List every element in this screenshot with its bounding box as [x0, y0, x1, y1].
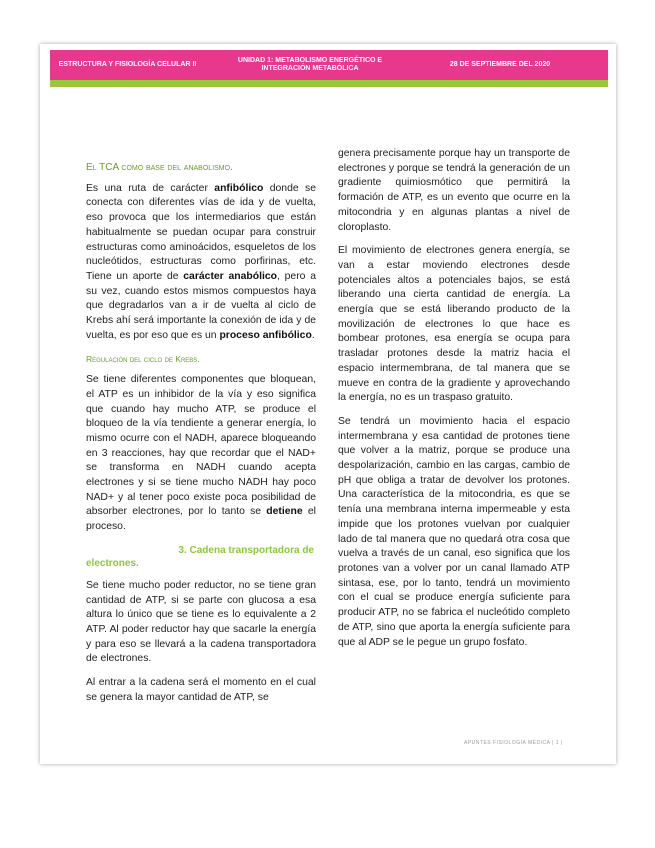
section-heading-electron-chain	[86, 544, 316, 570]
page-footer: APUNTES FISIOLOGÍA MÉDICA | 1 |	[464, 740, 563, 746]
bold-term: carácter anabólico	[183, 270, 277, 282]
bold-term: anfibólico	[214, 182, 264, 194]
left-column	[86, 161, 316, 715]
section-heading-tca: El TCA como base del anabolismo.	[86, 162, 233, 173]
bold-term: proceso anfibólico	[219, 329, 312, 341]
page-header	[50, 50, 608, 87]
paragraph-electron-movement: El movimiento de electrones genera energía, se van a estar moviendo electrones desde potenciales altos a potenciales bajos, se está liberando una cierta cantidad de energía. La energía que se está liberando producto de la movilización de electrones lo que hace es bombear protones, esa energía se ocupa para trasladar protones desde la matriz hacia el espacio intermembrana, de tal manera que se mueve en contra de la gradiente y aprovechando la energía, no es un traspaso gratuito.	[338, 245, 570, 404]
text: , pero a su vez, cuando estos mismos compuestos haya que degradarlos van a ir de vuelta al ciclo de Krebs ahí será importante la conexión de ida y de vuelta, es por eso que es un	[86, 270, 317, 341]
header-accent-bar	[50, 80, 608, 87]
paragraph-chain-entry: Al entrar a la cadena será el momento en el cual se genera la mayor cantidad de ATP, se	[86, 677, 316, 703]
header-course: ESTRUCTURA Y FISIOLOGÍA CELULAR II	[58, 60, 197, 68]
paragraph-regulation	[86, 373, 316, 535]
bold-term: detiene	[266, 506, 303, 518]
right-column	[338, 147, 570, 659]
header-date: 28 DE SEPTIEMBRE DEL 2020	[449, 60, 551, 68]
heading-continuation: electrones.	[86, 557, 139, 569]
text: Se tiene diferentes componentes que bloquean, el ATP es un inhibidor de la vía y eso significa que cuando hay mucho ATP, se produce el bloqueo de la vía tendiente a generar energía, lo mismo ocurre con el NADH, aparece bloqueando en 3 reacciones, hay que recordar que el NAD+ se transforma en NADH cuando acepta electrones y si se tiene mucho NADH hay poco NAD+ y al tener poco existe poca posibilidad de absorber electrones, por lo tanto se	[86, 374, 316, 518]
paragraph-reducing-power: Se tiene mucho poder reductor, no se tiene gran cantidad de ATP, si se parte con glucosa a esa altura lo único que se tiene es lo equivalente a 2 ATP. Al poder reductor hay que sacarle la energía y para eso se llevará a la cadena transportadora de electrones.	[86, 579, 316, 665]
text: donde se conecta con diferentes vías de ida y de vuelta, eso provoca que los intermediarios que están habitualmente se puedan ocupar para construir estructuras como aminoácidos, esqueletos de los nucleótidos, estructuras como porfirinas, etc. Tiene un aporte de	[86, 182, 316, 282]
heading-number-line: 3. Cadena transportadora de	[178, 544, 314, 556]
paragraph-atp-synthase: Se tendrá un movimiento hacia el espacio intermembrana y esa cantidad de protones tiene que volver a la matriz, porque se produce una despolarización, cambio en las cargas, cambio de pH que obliga a tratar de devolver los protones. Una característica de la mitocondria, es que se tenía una membrana interna impermeable y esta impide que los protones vuelvan por cualquier lado de tal manera que no quedará otra cosa que vuelva a través de un canal, eso significa que los protones van a volver por un canal llamado ATP sintasa, ese, por lo tanto, tendrá un movimiento con el cual se produce energía suficiente para producir ATP, no se fabrica el nucleótido completo de ATP, sino que aporta la energía suficiente para que al ADP se le pegue un grupo fosfato.	[338, 415, 570, 648]
header-unit: UNIDAD 1: METABOLISMO ENERGÉTICO E INTEGRACIÓN METABÓLICA	[237, 56, 383, 72]
text: .	[311, 329, 315, 341]
header-bar	[50, 50, 608, 80]
text: el proceso.	[86, 506, 316, 533]
section-heading-regulation: Regulación del ciclo de Krebs.	[86, 354, 200, 365]
paragraph-gradient: genera precisamente porque hay un transporte de electrones y porque se tendrá la generación de un gradiente quimiosmótico que permitirá la formación de ATP, es un evento que ocurre en la mitocondria y en algunas plantas a nivel de cloroplasto.	[338, 148, 570, 233]
paragraph-tca	[86, 182, 316, 344]
text: Es una ruta de carácter	[86, 182, 215, 194]
